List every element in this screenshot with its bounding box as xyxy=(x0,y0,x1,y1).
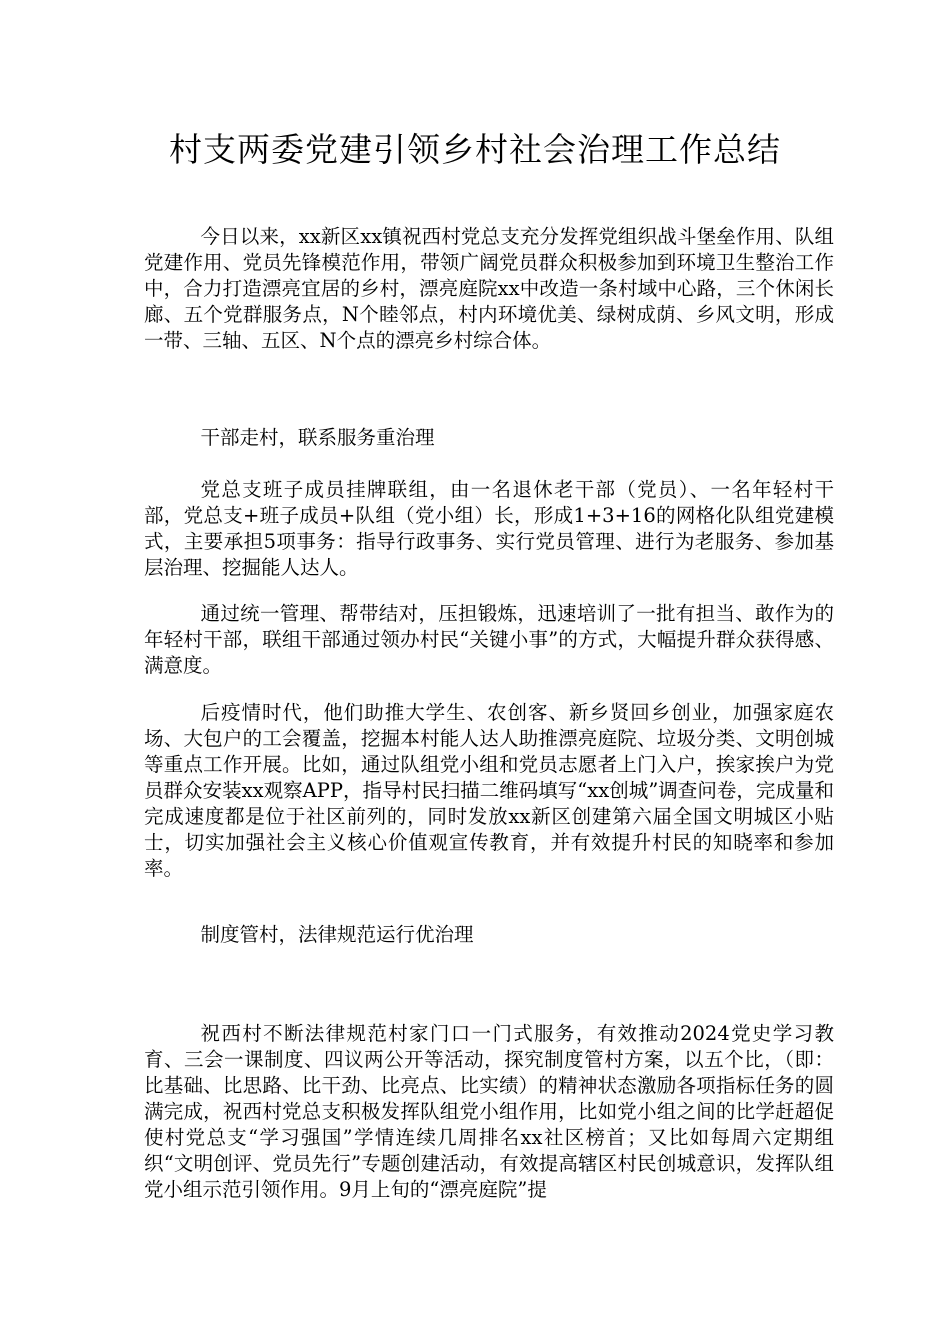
paragraph-intro: 今日以来，xx新区xx镇祝西村党总支充分发挥党组织战斗堡垒作用、队组党建作用、党员先锋模范作用，带领广阔党员群众积极参加到环境卫生整治工作中，合力打造漂亮宜居的乡村，漂亮庭院xx中改造一条村域中心路，三个休闲长廊、五个党群服务点，N个睦邻点，村内环境优美、绿树成荫、乡风文明，形成一带、三轴、五区、N个点的漂亮乡村综合体。 xyxy=(144,225,834,352)
document-title: 村支两委党建引领乡村社会治理工作总结 xyxy=(169,130,781,169)
paragraph-institutions: 祝西村不断法律规范村家门口一门式服务，有效推动2024党史学习教育、三会一课制度、四议两公开等活动，探究制度管村方案，以五个比，（即：比基础、比思路、比干劲、比亮点、比实绩）的精神状态激励各项指标任务的圆满完成，祝西村党总支积极发挥队组党小组作用，比如党小组之间的比学赶超促使村党总支“学习强国”学情连续几周排名xx社区榜首；又比如每周六定期组织“文明创评、党员先行”专题创建活动，有效提高辖区村民创城意识，发挥队组党小组示范引领作用。9月上旬的“漂亮庭院”提 xyxy=(144,1022,834,1201)
section-heading-cadres: 干部走村，联系服务重治理 xyxy=(200,426,435,449)
section-heading-institutions: 制度管村，法律规范运行优治理 xyxy=(200,923,474,946)
paragraph-cadres: 党总支班子成员挂牌联组，由一名退休老干部（党员）、一名年轻村干部，党总支+班子成员+队组（党小组）长，形成1+3+16的网格化队组党建模式，主要承担5项事务：指导行政事务、实行党员管理、进行为老服务、参加基层治理、挖掘能人达人。 xyxy=(144,478,834,579)
paragraph-post-pandemic: 后疫情时代，他们助推大学生、农创客、新乡贤回乡创业，加强家庭农场、大包户的工会覆盖，挖掘本村能人达人助推漂亮庭院、垃圾分类、文明创城等重点工作开展。比如，通过队组党小组和党员志愿者上门入户，挨家挨户为党员群众安装xx观察APP，指导村民扫描二维码填写“xx创城”调查问卷，完成量和完成速度都是位于社区前列的，同时发放xx新区创建第六届全国文明城区小贴士，切实加强社会主义核心价值观宣传教育，并有效提升村民的知晓率和参加率。 xyxy=(144,701,834,880)
paragraph-training: 通过统一管理、帮带结对，压担锻炼，迅速培训了一批有担当、敢作为的年轻村干部，联组干部通过领办村民“关键小事”的方式，大幅提升群众获得感、满意度。 xyxy=(144,602,834,677)
